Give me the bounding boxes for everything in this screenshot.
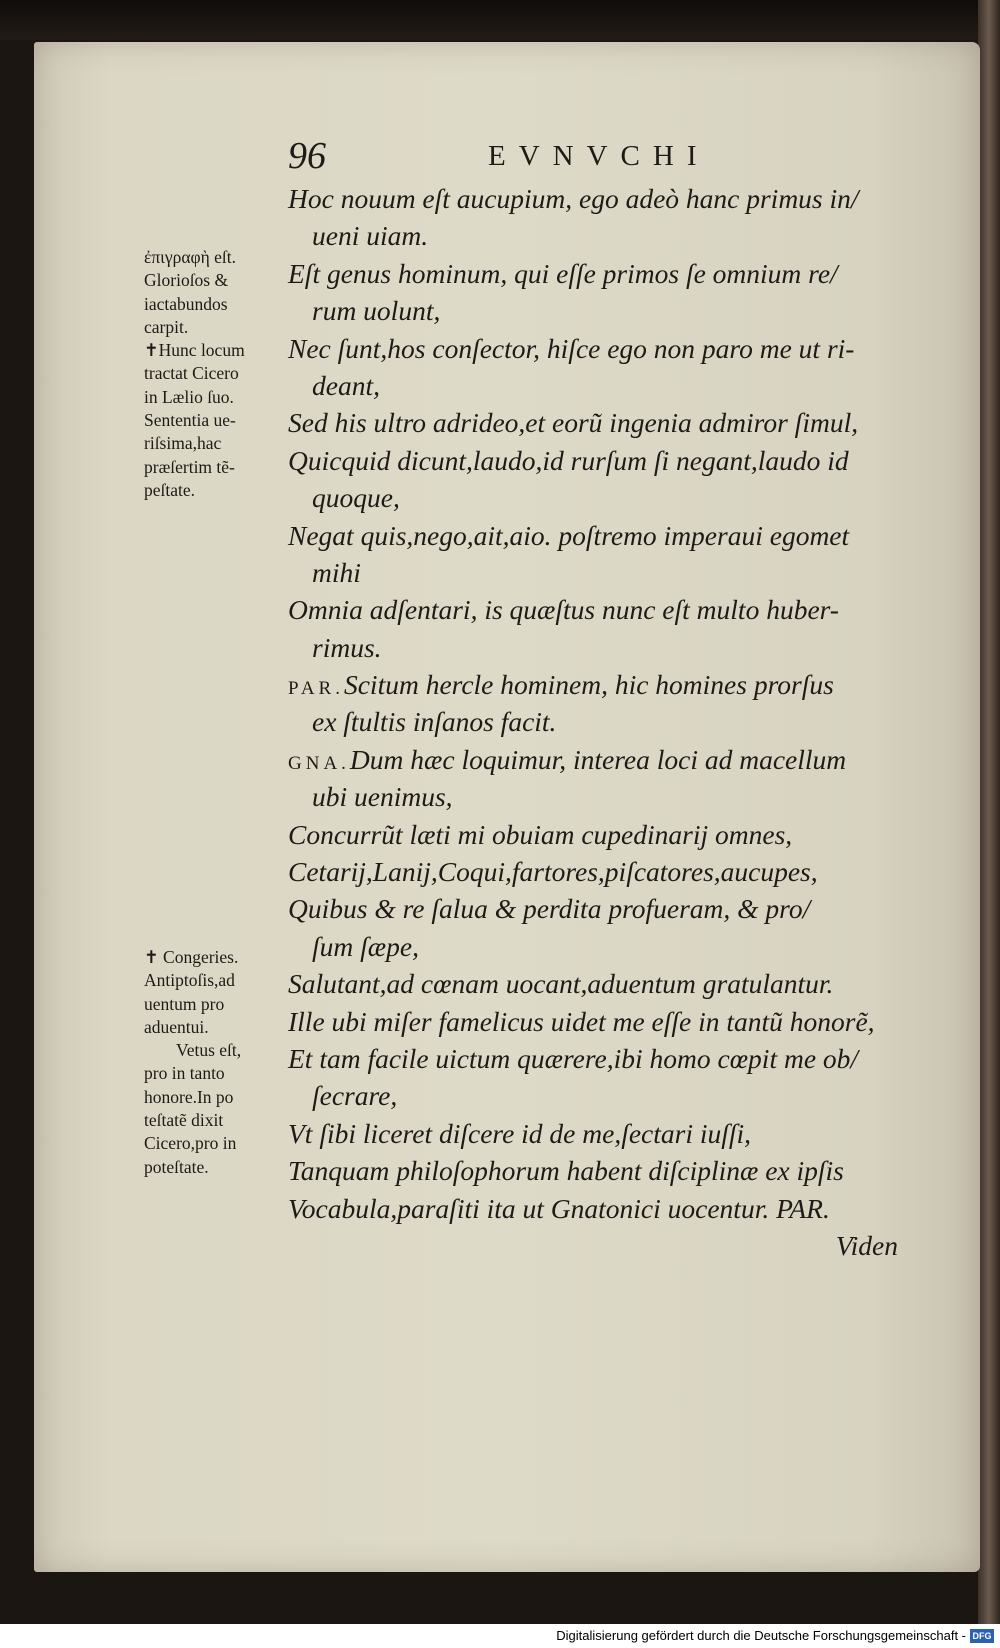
text-line xyxy=(288,666,920,703)
text-line xyxy=(288,629,920,666)
running-title: EVNVCHI xyxy=(488,140,710,172)
margin-note-line: Cicero,pro in xyxy=(144,1133,237,1154)
line-text: Quicquid dicunt,laudo,id rurſum ſi negant,laudo id xyxy=(288,444,849,476)
page-header xyxy=(288,134,808,178)
margin-note-line: pro in tanto xyxy=(144,1063,225,1084)
text-line xyxy=(288,180,920,217)
text-line xyxy=(288,292,920,329)
margin-note-line: in Lælio ſuo. xyxy=(144,386,234,407)
text-line xyxy=(288,816,920,853)
catchword: Viden xyxy=(835,1229,898,1261)
margin-note-line: Sententia ue- xyxy=(144,410,236,431)
text-line xyxy=(288,330,920,367)
text-line xyxy=(288,367,920,404)
page-number: 96 xyxy=(288,135,326,177)
line-text: Eſt genus hominum, qui eſſe primos ſe omnium re/ xyxy=(288,257,838,289)
line-text: quoque, xyxy=(312,482,400,514)
text-line xyxy=(288,404,920,441)
text-line xyxy=(288,217,920,254)
line-text: mihi xyxy=(312,556,361,588)
line-text: Cetarij,Lanij,Coqui,fartores,piſcatores,aucupes, xyxy=(288,856,818,888)
text-line xyxy=(288,853,920,890)
line-text: Dum hæc loquimur, interea loci ad macellum xyxy=(349,743,847,775)
text-line xyxy=(288,928,920,965)
text-line xyxy=(288,1040,920,1077)
line-text: ex ſtultis inſanos facit. xyxy=(312,706,557,738)
margin-notes-lower xyxy=(144,946,282,1179)
margin-note-line: uentum pro xyxy=(144,993,225,1014)
text-line xyxy=(288,1115,920,1152)
line-text: Vocabula,paraſiti ita ut Gnatonici uocentur. PAR. xyxy=(288,1192,830,1224)
margin-note-line: riſsima,hac xyxy=(144,433,222,454)
margin-note-line: aduentui. xyxy=(144,1016,209,1037)
line-text: ueni uiam. xyxy=(312,220,429,252)
text-line xyxy=(288,554,920,591)
margin-note-line: ἐπιγραφὴ eſt. xyxy=(144,247,237,267)
line-text: Salutant,ad cœnam uocant,aduentum gratulantur. xyxy=(288,968,834,1000)
line-text: rum uolunt, xyxy=(312,295,441,327)
text-line xyxy=(288,703,920,740)
line-text: Et tam facile uictum quærere,ibi homo cœpit me ob/ xyxy=(288,1042,859,1074)
footer-credit: Digitalisierung gefördert durch die Deutsche Forschungsgemeinschaft - xyxy=(556,1628,966,1643)
margin-note-line: Glorioſos & xyxy=(144,270,229,291)
text-line xyxy=(288,442,920,479)
speaker-label: GNA. xyxy=(288,752,350,774)
text-line xyxy=(288,517,920,554)
text-line xyxy=(288,1152,920,1189)
text-line xyxy=(288,255,920,292)
digitization-footer xyxy=(0,1624,1000,1648)
line-text: Omnia adſentari, is quæſtus nunc eſt multo huber- xyxy=(288,594,839,626)
dfg-logo: DFG xyxy=(970,1629,994,1643)
scan-background-top xyxy=(0,0,1000,40)
line-text: Negat quis,nego,ait,aio. poſtremo imperaui egomet xyxy=(288,519,850,551)
speaker-label: PAR. xyxy=(288,678,344,700)
main-text xyxy=(288,180,920,1264)
text-line xyxy=(288,1077,920,1114)
book-edge xyxy=(978,0,1000,1648)
margin-note-line: ✝Hunc locum xyxy=(144,340,245,361)
text-line xyxy=(288,890,920,927)
text-line xyxy=(288,1003,920,1040)
line-text: Tanquam philoſophorum habent diſciplinæ ex ipſis xyxy=(288,1155,844,1187)
margin-note-line: poteſtate. xyxy=(144,1156,209,1177)
margin-note-line: honore.In po xyxy=(144,1086,234,1107)
line-text: Hoc nouum eſt aucupium, ego adeò hanc primus in/ xyxy=(288,183,859,214)
margin-note-line: Antiptoſis,ad xyxy=(144,970,235,991)
text-line xyxy=(288,965,920,1002)
line-text: Sed his ultro adrideo,et eorũ ingenia admiror ſimul, xyxy=(288,407,859,439)
margin-note-line: ✝ Congeries. xyxy=(144,947,239,967)
line-text: Concurrũt læti mi obuiam cupedinarij omnes, xyxy=(288,818,793,850)
text-line xyxy=(288,591,920,628)
line-text: ſum ſæpe, xyxy=(312,930,419,962)
margin-notes-upper xyxy=(144,246,282,502)
line-text: Vt ſibi liceret diſcere id de me,ſectari iuſſi, xyxy=(288,1117,752,1149)
line-text: Nec ſunt,hos conſector, hiſce ego non paro me ut ri- xyxy=(288,332,855,364)
line-text: deant, xyxy=(312,369,380,401)
line-text: Ille ubi miſer famelicus uidet me eſſe in tantũ honorẽ, xyxy=(288,1005,875,1037)
margin-note-line: tractat Cicero xyxy=(144,363,239,384)
margin-note-line: carpit. xyxy=(144,316,189,337)
text-line xyxy=(288,778,920,815)
margin-note-line: teſtatẽ dixit xyxy=(144,1110,224,1131)
text-line xyxy=(288,1190,920,1227)
margin-note-line: Vetus eſt, xyxy=(176,1040,242,1061)
margin-note-line: præſertim tẽ- xyxy=(144,456,235,477)
text-line xyxy=(288,741,920,778)
text-line xyxy=(288,479,920,516)
line-text: Quibus & re ſalua & perdita profueram, & pro/ xyxy=(288,893,811,925)
margin-note-line: peſtate. xyxy=(144,479,196,500)
margin-note-line: iactabundos xyxy=(144,293,228,314)
line-text: Scitum hercle hominem, hic homines prorſus xyxy=(343,669,834,701)
line-text: ubi uenimus, xyxy=(312,781,453,813)
line-text: ſecrare, xyxy=(312,1080,398,1112)
line-text: rimus. xyxy=(312,631,382,663)
